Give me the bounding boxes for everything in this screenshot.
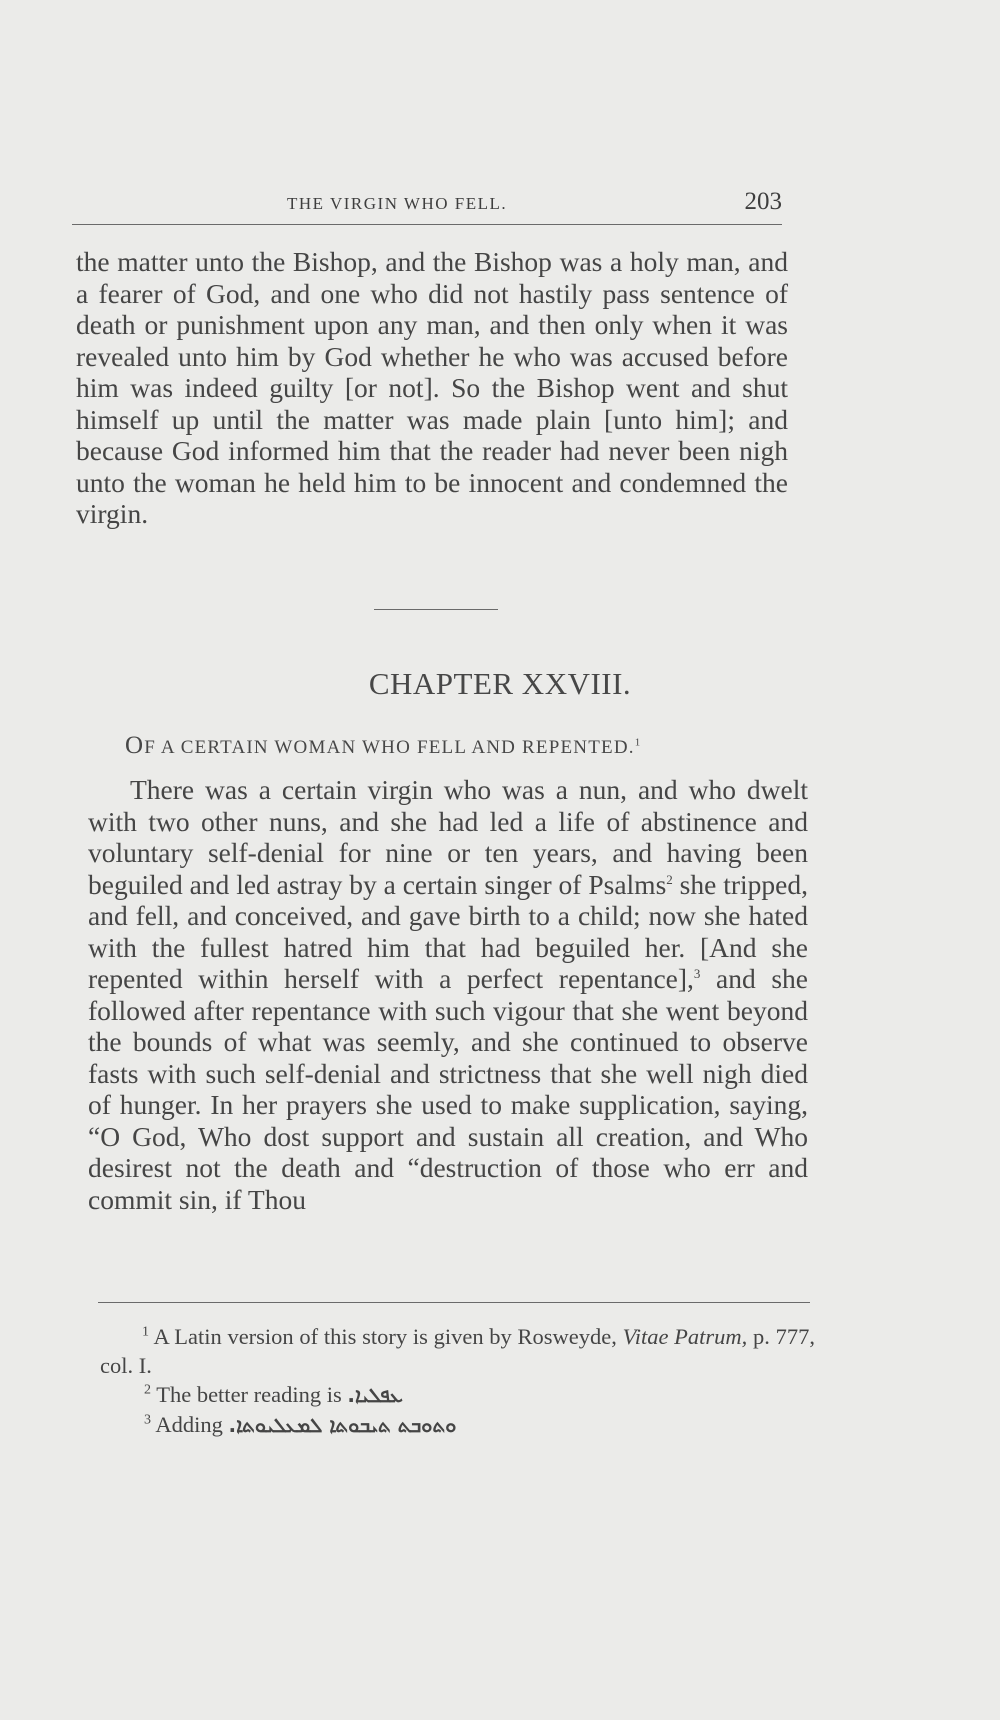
footnote-rule xyxy=(98,1302,810,1303)
footnote-mark: 1 xyxy=(142,1324,149,1340)
paragraph-text-b: she tripped, and fell, and conceived, and gave birth to a child; now she hated with the fullest hatred him that had beguiled her. [And she repented within herself with a perfect repentance], xyxy=(88,868,808,994)
subtitle-initial: O xyxy=(125,732,145,759)
syriac-text: ܥܦܠܝܐ. xyxy=(347,1383,403,1407)
footnotes xyxy=(100,1322,815,1440)
syriac-text: ܘܬܘܒܬ ܬܝܒܘܬܐ ܠܡܥܠܝܘܬܐ. xyxy=(228,1413,457,1437)
footnote-italic-title: Vitae Patrum, xyxy=(622,1324,748,1349)
running-title: THE VIRGIN WHO FELL. xyxy=(287,194,508,213)
footnote-ref: 2 xyxy=(666,871,673,887)
footnote-mark: 3 xyxy=(144,1412,151,1428)
paragraph-text-a: There was a certain virgin who was a nun, and who dwelt with two other nuns, and she had led a life of abstinence and voluntary self-denial for nine or ten years, and having been beguiled and led astray by a certain singer of Psalms xyxy=(88,774,808,900)
footnote-2 xyxy=(100,1380,815,1410)
footnote-ref: 3 xyxy=(693,965,701,981)
footnote-text: A Latin version of this story is given by Rosweyde, xyxy=(153,1324,617,1349)
footnote-text: Adding xyxy=(155,1412,223,1437)
footnote-text: The better reading is xyxy=(156,1382,342,1407)
paragraph-continued: the matter unto the Bishop, and the Bishop was a holy man, and a fearer of God, and one who did not hastily pass sentence of death or punishment upon any man, and then only when it was revealed unto him by God whether he who was accused before him was indeed guilty [or not]. So the Bishop went and shut himself up until the matter was made plain [unto him]; and because God informed him that the reader had never been nigh unto the woman he held him to be innocent and condemned the virgin. xyxy=(76,246,788,529)
section-separator xyxy=(374,609,498,610)
footnote-ref: 1 xyxy=(634,736,642,749)
footnote-1 xyxy=(100,1322,815,1380)
footnote-3 xyxy=(100,1410,815,1440)
subtitle-text: F A CERTAIN WOMAN WHO FELL AND REPENTED. xyxy=(144,737,635,758)
footnote-mark: 2 xyxy=(144,1382,151,1398)
page-number: 203 xyxy=(744,188,782,215)
chapter-subtitle xyxy=(125,732,641,760)
footnote-text: p. 777, col. I. xyxy=(100,1324,816,1378)
chapter-heading: CHAPTER XXVIII. xyxy=(368,666,632,701)
header-rule xyxy=(72,224,782,225)
running-head xyxy=(72,188,782,216)
paragraph-text-c: and she followed after repentance with such vigour that she went beyond the bounds of what was seemly, and she continued to observe fasts with such self-denial and strictness that she well nigh died of hunger. In her prayers she used to make supplication, saying, “O God, Who dost support and sustain all creation, and Who desirest not the death and “destruction of those who err and commit sin, if Thou xyxy=(88,963,808,1215)
chapter-paragraph xyxy=(88,774,808,1215)
